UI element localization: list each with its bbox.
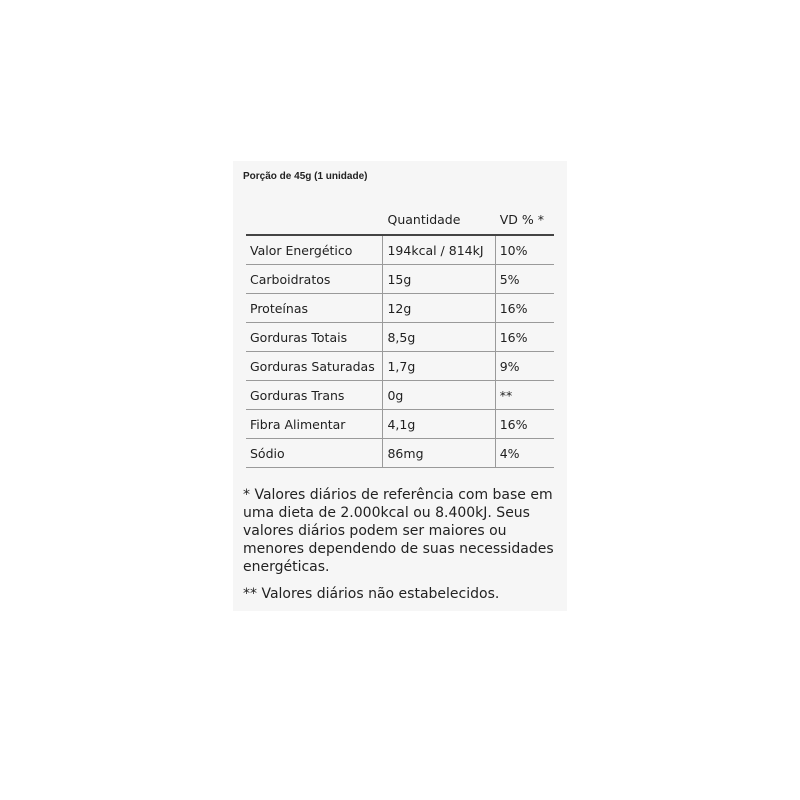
header-nutrient <box>246 204 383 235</box>
nutrient-quantity: 0g <box>383 381 495 410</box>
nutrient-daily-value: 5% <box>495 265 554 294</box>
nutrient-quantity: 15g <box>383 265 495 294</box>
portion-size-label: Porção de 45g (1 unidade) <box>243 171 368 182</box>
nutrient-name: Gorduras Trans <box>246 381 383 410</box>
nutrient-name: Proteínas <box>246 294 383 323</box>
table-row <box>246 265 554 294</box>
daily-value-reference-footnote: * Valores diários de referência com base em uma dieta de 2.000kcal ou 8.400kJ. Seus valores diários podem ser maiores ou menores dependendo de suas necessidades energéticas. <box>243 487 554 575</box>
nutrient-quantity: 1,7g <box>383 352 495 381</box>
nutrient-name: Carboidratos <box>246 265 383 294</box>
nutrient-daily-value: 16% <box>495 294 554 323</box>
nutrient-quantity: 12g <box>383 294 495 323</box>
nutrition-table-header-row <box>246 204 554 235</box>
nutrient-name: Valor Energético <box>246 235 383 265</box>
nutrient-daily-value: 4% <box>495 439 554 468</box>
table-row <box>246 352 554 381</box>
nutrition-table <box>246 204 554 468</box>
nutrient-quantity: 4,1g <box>383 410 495 439</box>
table-row <box>246 439 554 468</box>
nutrient-quantity: 8,5g <box>383 323 495 352</box>
nutrient-daily-value: ** <box>495 381 554 410</box>
nutrient-quantity: 86mg <box>383 439 495 468</box>
nutrient-daily-value: 16% <box>495 410 554 439</box>
nutrient-name: Fibra Alimentar <box>246 410 383 439</box>
nutrient-quantity: 194kcal / 814kJ <box>383 235 495 265</box>
table-row <box>246 410 554 439</box>
nutrient-name: Gorduras Saturadas <box>246 352 383 381</box>
header-quantity: Quantidade <box>383 204 495 235</box>
header-daily-value: VD % * <box>495 204 554 235</box>
nutrient-daily-value: 10% <box>495 235 554 265</box>
nutrient-daily-value: 16% <box>495 323 554 352</box>
table-row <box>246 381 554 410</box>
not-established-footnote: ** Valores diários não estabelecidos. <box>243 586 500 602</box>
nutrition-facts-panel <box>233 161 567 611</box>
table-row <box>246 294 554 323</box>
table-row <box>246 323 554 352</box>
nutrient-name: Sódio <box>246 439 383 468</box>
nutrient-name: Gorduras Totais <box>246 323 383 352</box>
nutrient-daily-value: 9% <box>495 352 554 381</box>
table-row <box>246 235 554 265</box>
